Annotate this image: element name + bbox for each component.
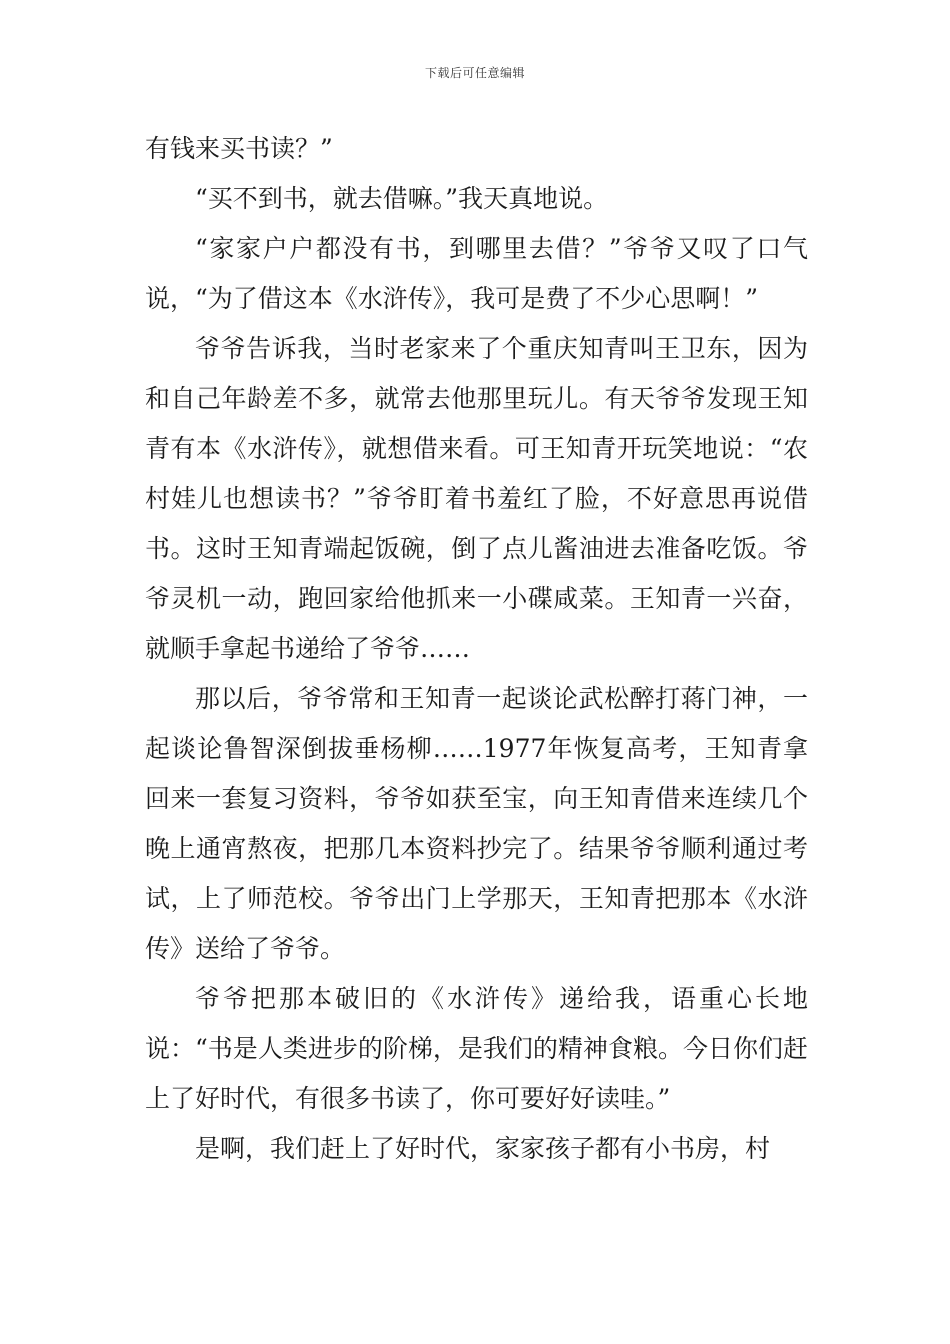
paragraph-2: “买不到书，就去借嘛。”我天真地说。	[195, 184, 609, 213]
paragraph-1: 有钱来买书读？”	[145, 134, 333, 163]
page-header: 下载后可任意编辑	[424, 66, 525, 80]
paragraph-7: 是啊，我们赶上了好时代，家家孩子都有小书房，村	[195, 1134, 771, 1163]
body-text	[145, 124, 808, 1174]
paragraph-6: 爷爷把那本破旧的《水浒传》递给我，语重心长地说：“书是人类进步的阶梯，是我们的精神食粮。今日你们赶上了好时代，有很多书读了，你可要好好读哇。”	[145, 984, 808, 1113]
paragraph-4: 爷爷告诉我，当时老家来了个重庆知青叫王卫东，因为和自己年龄差不多，就常去他那里玩儿。有天爷爷发现王知青有本《水浒传》，就想借来看。可王知青开玩笑地说：“农村娃儿也想读书？”爷爷盯着书羞红了脸，不好意思再说借书。这时王知青端起饭碗，倒了点儿酱油进去准备吃饭。爷爷灵机一动，跑回家给他抓来一小碟咸菜。王知青一兴奋，就顺手拿起书递给了爷爷……	[145, 334, 808, 663]
paragraph-3: “家家户户都没有书，到哪里去借？”爷爷又叹了口气说，“为了借这本《水浒传》，我可是费了不少心思啊！”	[145, 234, 808, 313]
paragraph-5: 那以后，爷爷常和王知青一起谈论武松醉打蒋门神，一起谈论鲁智深倒拔垂杨柳……1977年恢复高考，王知青拿回来一套复习资料，爷爷如获至宝，向王知青借来连续几个晚上通宵熬夜，把那几本资料抄完了。结果爷爷顺利通过考试，上了师范校。爷爷出门上学那天，王知青把那本《水浒传》送给了爷爷。	[145, 684, 808, 963]
